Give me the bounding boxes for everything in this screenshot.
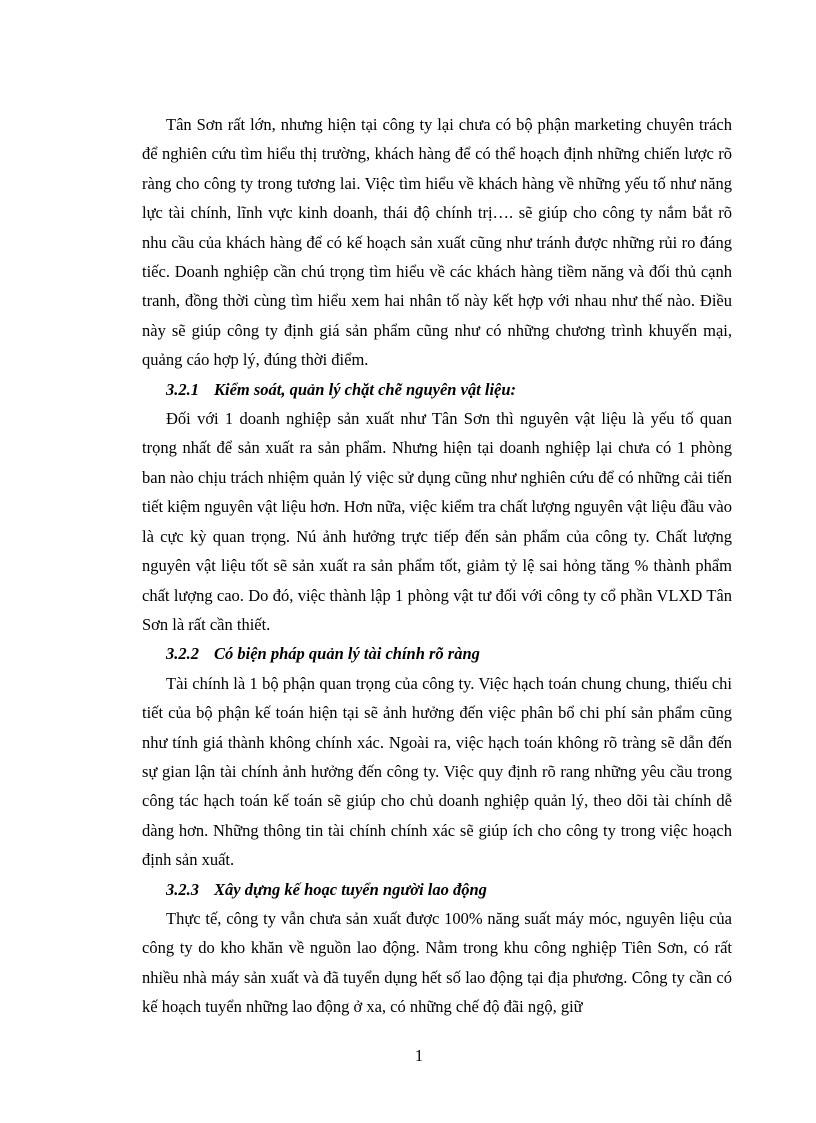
page-number: 1 (414, 1046, 424, 1065)
section-title: Xây dựng kế hoạc tuyển người lao động (214, 879, 487, 899)
section-number: 3.2.3 (166, 879, 199, 899)
document-page (142, 110, 732, 1022)
section-heading-3-2-1 (142, 375, 732, 404)
section-title: Kiểm soát, quản lý chặt chẽ nguyên vật liệu: (214, 379, 517, 399)
section-body-3-2-1: Đối với 1 doanh nghiệp sản xuất như Tân Sơn thì nguyên vật liệu là yếu tố quan trọng nhất để sản xuất ra sản phẩm. Nhưng hiện tại doanh nghiệp lại chưa có 1 phòng ban nào chịu trách nhiệm quản lý việc sử dụng cũng như nghiên cứu để có những cải tiến tiết kiệm nguyên vật liệu hơn. Hơn nữa, việc kiểm tra chất lượng nguyên vật liệu đầu vào là cực kỳ quan trọng. Nú ảnh hưởng trực tiếp đến sản phẩm của công ty. Chất lượng nguyên vật liệu tốt sẽ sản xuất ra sản phẩm tốt, giảm tỷ lệ sai hỏng tăng % thành phẩm chất lượng cao. Do đó, việc thành lập 1 phòng vật tư đối với công ty cổ phần VLXD Tân Sơn là rất cần thiết. (142, 409, 732, 634)
intro-paragraph: Tân Sơn rất lớn, nhưng hiện tại công ty lại chưa có bộ phận marketing chuyên trách để nghiên cứu tìm hiểu thị trường, khách hàng để có thể hoạch định những chiến lược rõ ràng cho công ty trong tương lai. Việc tìm hiểu về khách hàng về những yếu tố như năng lực tài chính, lĩnh vực kinh doanh, thái độ chính trị…. sẽ giúp cho công ty nắm bắt rõ nhu cầu của khách hàng để có kế hoạch sản xuất cũng như tránh được những rủi ro đáng tiếc. Doanh nghiệp cần chú trọng tìm hiểu về các khách hàng tiềm năng và đối thủ cạnh tranh, đồng thời cùng tìm hiểu xem hai nhân tố này kết hợp với nhau như thế nào. Điều này sẽ giúp công ty định giá sản phẩm cũng như có những chương trình khuyến mại, quảng cáo hợp lý, đúng thời điểm. (142, 115, 732, 370)
section-number: 3.2.2 (166, 644, 199, 664)
section-heading-3-2-2 (142, 639, 732, 668)
section-body-3-2-2: Tài chính là 1 bộ phận quan trọng của công ty. Việc hạch toán chung chung, thiếu chi tiết của bộ phận kế toán hiện tại sẽ ảnh hưởng đến việc phân bổ chi phí sản phẩm cũng như tính giá thành không chính xác. Ngoài ra, việc hạch toán không rõ tràng sẽ dẫn đến sự gian lận tài chính ảnh hưởng đến công ty. Việc quy định rõ rang những yêu cầu trong công tác hạch toán kế toán sẽ giúp cho chủ doanh nghiệp quản lý, theo dõi tài chính dễ dàng hơn. Những thông tin tài chính chính xác sẽ giúp ích cho công ty trong việc hoạch định sản xuất. (142, 673, 732, 870)
section-body-3-2-3: Thực tế, công ty vẫn chưa sản xuất được 100% năng suất máy móc, nguyên liệu của công ty do kho khăn về nguồn lao động. Nằm trong khu công nghiệp Tiên Sơn, có rất nhiều nhà máy sản xuất và đã tuyển dụng hết số lao động tại địa phương. Công ty cần có kế hoạch tuyển những lao động ở xa, có những chế độ đãi ngộ, giữ (142, 908, 732, 1017)
section-title: Có biện pháp quản lý tài chính rõ ràng (214, 644, 480, 664)
section-number: 3.2.1 (166, 379, 199, 399)
section-heading-3-2-3 (142, 875, 732, 904)
